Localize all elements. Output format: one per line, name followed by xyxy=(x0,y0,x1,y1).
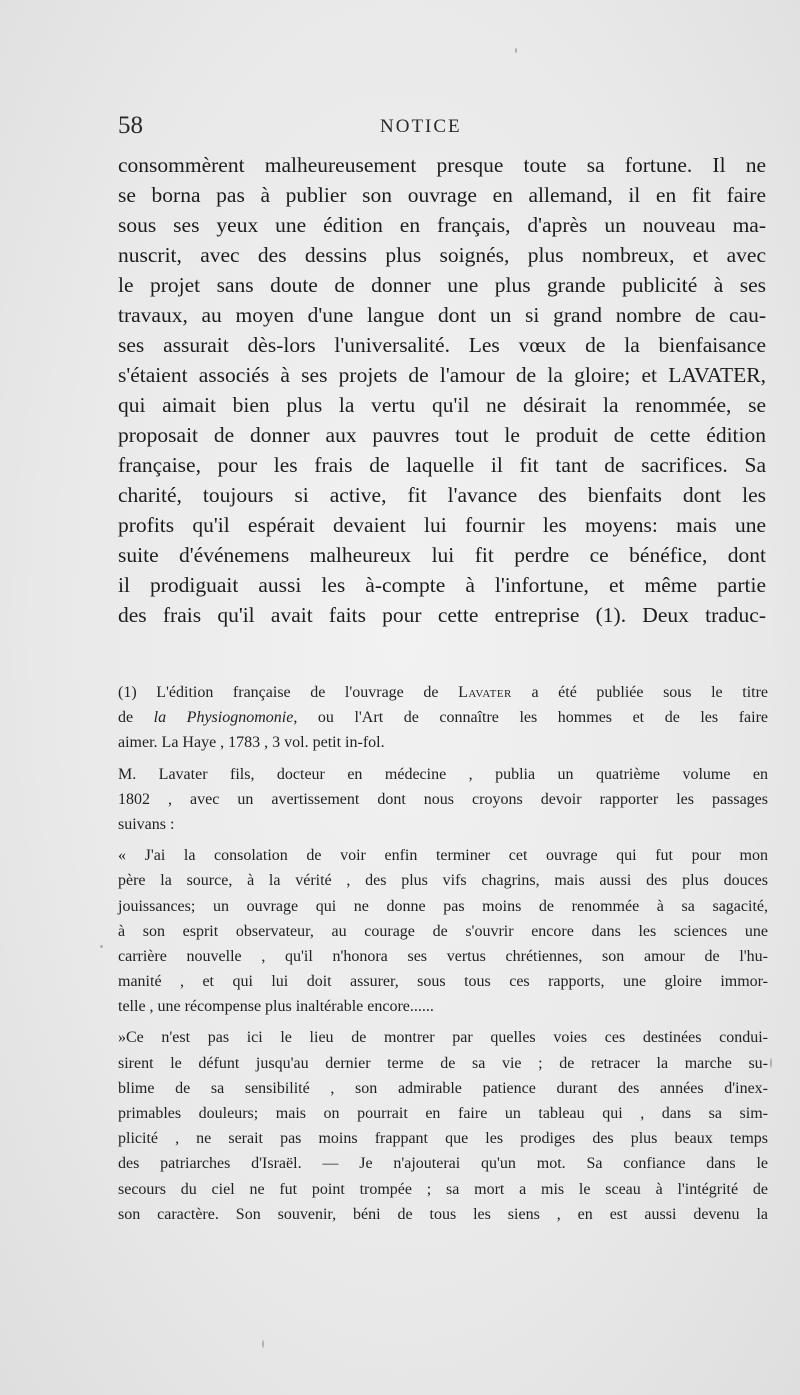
footnote-line xyxy=(118,680,768,705)
footnote-line: suivans : xyxy=(118,815,175,833)
text-line: sous ses yeux une édition en français, d'après un nouveau ma- xyxy=(118,213,766,237)
page-header xyxy=(118,112,658,146)
footnote-text: a été publiée sous le titre xyxy=(511,684,769,701)
footnote-text: , ou l'Art de connaître les hommes et de les faire xyxy=(293,709,769,727)
paper-speck xyxy=(100,945,103,948)
paper-speck xyxy=(770,1058,772,1068)
text-line: s'étaient associés à ses projets de l'amour de la gloire; et LAVATER, xyxy=(118,363,766,387)
text-line: consommèrent malheureusement presque toute sa fortune. Il ne xyxy=(118,153,766,177)
quote-line: père la source, à la vérité , des plus vifs chagrins, mais aussi des plus douces xyxy=(118,872,768,890)
text-line: se borna pas à publier son ouvrage en allemand, il en fit faire xyxy=(118,183,766,207)
quote-line: carrière nouvelle , qu'il n'honora ses vertus chrétiennes, son amour de l'hu- xyxy=(118,947,768,965)
text-line: charité, toujours si active, fit l'avance des bienfaits dont les xyxy=(118,483,766,507)
footnote-line xyxy=(118,705,768,730)
footnote-line: aimer. La Haye , 1783 , 3 vol. petit in-fol. xyxy=(118,734,385,752)
quote-line: jouissances; un ouvrage qui ne donne pas moins de renommée à sa sagacité, xyxy=(118,897,768,915)
quote-line: des patriarches d'Israël. — Je n'ajouterai qu'un mot. Sa confiance dans le xyxy=(118,1155,768,1173)
text-line: nuscrit, avec des dessins plus soignés, plus nombreux, et avec xyxy=(118,243,766,267)
paper-speck xyxy=(515,48,517,53)
quote-line: blime de sa sensibilité , son admirable patience durant des années d'inex- xyxy=(118,1079,768,1097)
text-line: proposait de donner aux pauvres tout le produit de cette édition xyxy=(118,423,766,447)
quote-line: »Ce n'est pas ici le lieu de montrer par quelles voies ces destinées condui- xyxy=(118,1029,768,1047)
text-line: française, pour les frais de laquelle il fit tant de sacrifices. Sa xyxy=(118,453,766,477)
text-line: il prodiguait aussi les à-compte à l'infortune, et même partie xyxy=(118,573,766,597)
text-line: le projet sans doute de donner une plus grande publicité à ses xyxy=(118,273,766,297)
running-title: NOTICE xyxy=(380,116,462,137)
text-line: des frais qu'il avait faits pour cette entreprise (1). Deux traduc- xyxy=(118,603,766,627)
quote-line: telle , une récompense plus inaltérable encore...... xyxy=(118,998,434,1016)
quote-line: manité , et qui lui doit assurer, sous tous ces rapports, une gloire immor- xyxy=(118,973,768,991)
text-line: travaux, au moyen d'une langue dont un si grand nombre de cau- xyxy=(118,303,766,327)
quote-line: primables douleurs; mais on pourrait en faire un tableau qui , dans sa sim- xyxy=(118,1105,768,1122)
text-line: suite d'événemens malheureux lui fit perdre ce bénéfice, dont xyxy=(118,543,766,567)
main-text-body xyxy=(118,150,766,630)
quote-line: secours du ciel ne fut point trompée ; sa mort a mis le sceau à l'intégrité de xyxy=(118,1180,768,1198)
text-line: profits qu'il espérait devaient lui fournir les moyens: mais une xyxy=(118,513,766,537)
quote-line: son caractère. Son souvenir, béni de tous les siens , en est aussi devenu la xyxy=(118,1205,768,1223)
quote-line: « J'ai la consolation de voir enfin terminer cet ouvrage qui fut pour mon xyxy=(118,847,768,865)
author-name: Lavater xyxy=(458,684,512,701)
book-title: la Physiognomonie xyxy=(153,709,294,727)
quote-line: à son esprit observateur, au courage de s'ouvrir encore dans les sciences une xyxy=(118,922,768,940)
text-line: ses assurait dès-lors l'universalité. Les vœux de la bienfaisance xyxy=(118,333,766,357)
text-line: qui aimait bien plus la vertu qu'il ne désirait la renommée, se xyxy=(118,393,766,417)
page-number: 58 xyxy=(118,112,143,139)
footnote-line: 1802 , avec un avertissement dont nous croyons devoir rapporter les passages xyxy=(118,790,768,808)
footnotes xyxy=(118,680,768,1227)
footnote-text: (1) L'édition française de l'ouvrage de xyxy=(118,684,459,701)
quote-line: plicité , ne serait pas moins frappant que les prodiges des plus beaux temps xyxy=(118,1130,768,1148)
paper-speck xyxy=(262,1340,264,1348)
quote-line: sirent le défunt jusqu'au dernier terme de sa vie ; de retracer la marche su- xyxy=(118,1054,768,1072)
footnote-text: de xyxy=(118,709,154,727)
footnote-line: M. Lavater fils, docteur en médecine , publia un quatrième volume en xyxy=(118,765,768,783)
